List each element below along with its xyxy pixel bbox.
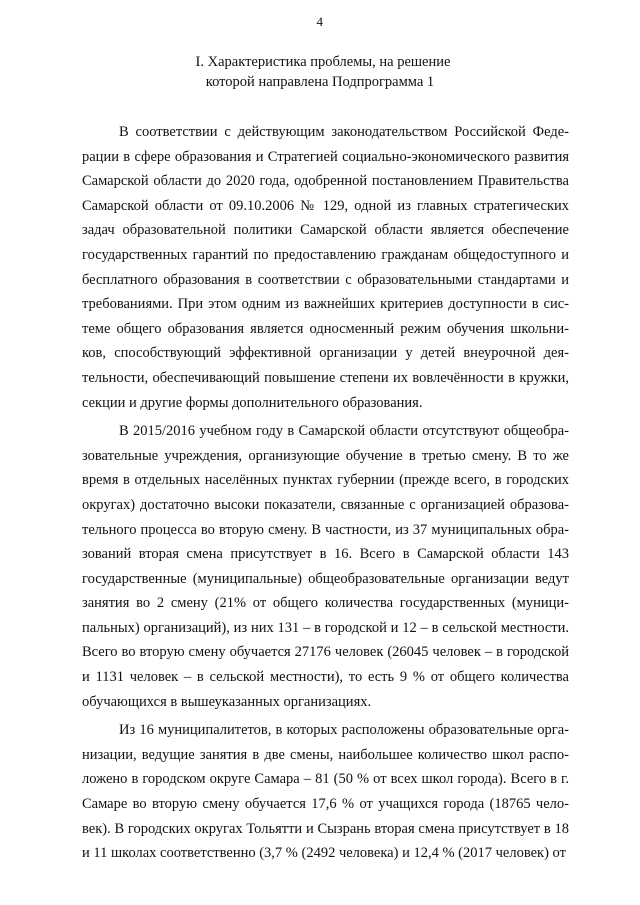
paragraph-3: Из 16 муниципалитетов, в которых расположены образовательные организации, ведущие занятия в две смены, наибольшее количество школ расположено в городском округе Самара – 81 (50 % от всех школ города). Всего в г. Самаре во вторую смену обучается 17,6 % от учащихся города (18765 человек). В городских округах Тольятти и Сызрань вторая смена присутствует в 18 и 11 школах соответственно (3,7 % (2492 человека) и 12,4 % (2017 человек) от [82,722,569,862]
page-number: 4 [316,14,324,29]
body-text [82,120,569,870]
paragraph-2: В 2015/2016 учебном году в Самарской области отсутствуют общеобразовательные учреждения, организующие обучение в третью смену. В то же время в отдельных населённых пунктах губернии (прежде всего, в городских округах) достаточно высоки показатели, связанные с организацией образовательного процесса во вторую смену. В частности, из 37 муниципальных образований вторая смена присутствует в 16. Всего в Самарской области 143 государственные (муниципальные) общеобразовательные организации ведут занятия во 2 смену (21% от общего количества государственных (муниципальных) организаций), из них 131 – в городской и 12 – в сельской местности. Всего во вторую смену обучается 27176 человек (26045 человек – в городской и 1131 человек – в сельской местности), то есть 9 % от общего количества обучающихся в вышеуказанных организациях. [82,423,569,710]
section-title-line-1: I. Характеристика проблемы, на решение [195,54,451,70]
section-title-line-2: которой направлена Подпрограмма 1 [205,74,435,90]
paragraph-1: В соответствии с действующим законодательством Российской Федерации в сфере образования и Стратегией социально-экономического развития Самарской области до 2020 года, одобренной постановлением Правительства Самарской области от 09.10.2006 № 129, одной из главных стратегических задач образовательной политики Самарской области является обеспечение государственных гарантий по предоставлению гражданам общедоступного и бесплатного образования в соответствии с образовательными стандартами и требованиями. При этом одним из важнейших критериев доступности в системе общего образования является односменный режим обучения школьников, способствующий эффективной организации у детей внеурочной деятельности, обеспечивающий повышение степени их вовлечённости в кружки, секции и другие формы дополнительного образования. [82,124,569,411]
section-title [0,52,640,92]
